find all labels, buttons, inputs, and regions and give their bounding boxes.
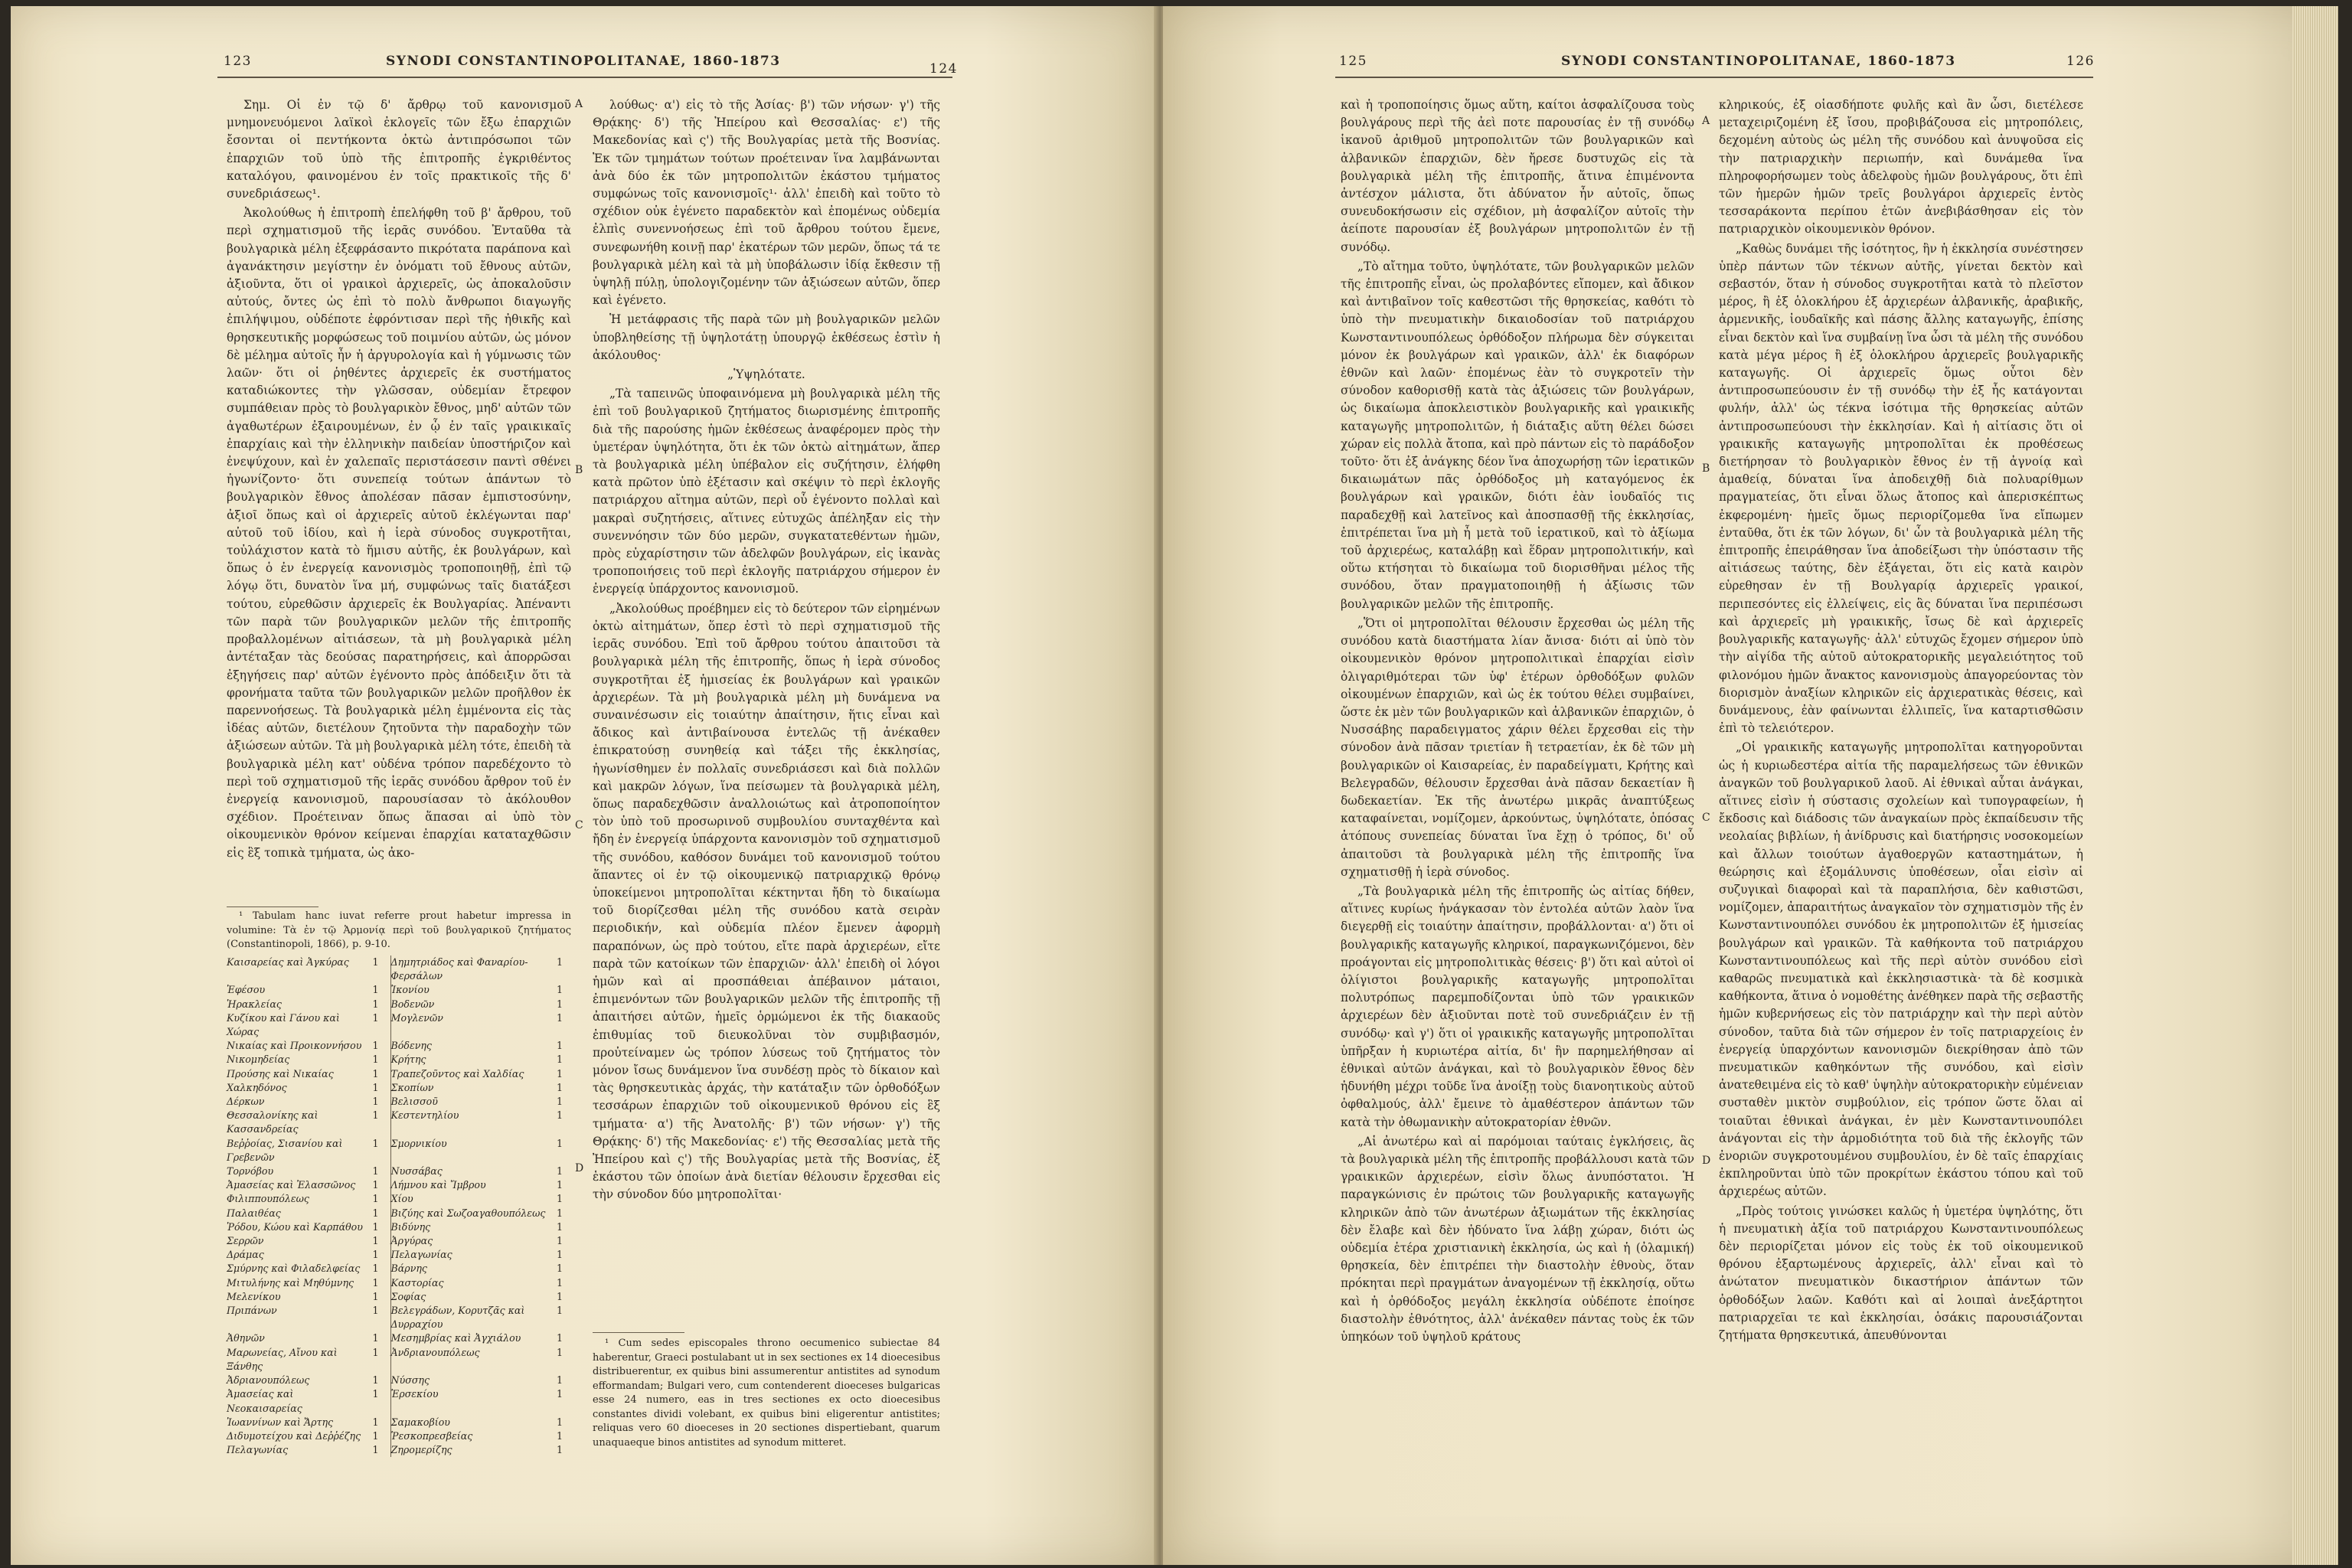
footnote-text: ¹ Tabulam hanc iuvat referre prout habetur impressa in volumine: Τὰ ἐν τῷ Ἀρμονίᾳ περὶ τοῦ βουλγαρικοῦ ζητήματος (Constantinopoli, 1866), p. 9-10. <box>227 910 571 950</box>
table-cell-diocese: Βάρνης <box>390 1263 427 1275</box>
margin-letter: A <box>575 98 583 110</box>
footnote <box>593 1337 940 1450</box>
table-cell-count: 1 <box>372 998 379 1010</box>
table-cell-diocese: Λήμνου καὶ Ἴμβρου <box>390 1179 486 1191</box>
table-cell-count: 1 <box>556 1165 563 1178</box>
page-number: 125 <box>1339 54 1367 69</box>
table-cell-count: 1 <box>372 1109 379 1122</box>
table-cell-count: 1 <box>372 1444 379 1456</box>
table-row <box>227 1234 571 1248</box>
table-cell-diocese: Ἀργύρας <box>390 1235 433 1247</box>
table-cell-count: 1 <box>372 1429 379 1442</box>
table-cell-diocese: Νικομηδείας <box>227 1054 290 1066</box>
table-row <box>227 1165 571 1178</box>
table-cell-count: 1 <box>372 1067 379 1080</box>
table-row <box>227 1346 571 1374</box>
table-row <box>227 956 571 983</box>
paragraph: Ἀκολούθως ἡ ἐπιτροπὴ ἐπελήφθη τοῦ β' ἄρθρου, τοῦ περὶ σχηματισμοῦ τῆς ἱερᾶς συνόδου. Ἐνταῦθα τὰ βουλγαρικὰ μέλη ἐξεφράσαντο πικρότατα παράπονα καὶ ἀγανάκτησιν μεγίστην ἐν ὀνόματι τοῦ ἔθνους αὐτῶν, ἀξιοῦντα, ὅτι οἱ γραικοὶ ἀρχιερεῖς, ὡς ἀποκαλοῦσιν αὐτούς, ὄντες ὡς ἐπὶ τὸ πολὺ ἄνθρωποι διαγωγῆς ἐπιλήψιμου, οὐδέποτε ἐφρόντισαν περὶ τῆς ἠθικῆς καὶ θρησκευτικῆς μορφώσεως τοῦ ποιμνίου αὐτῶν, ὡς μόνον δὲ μέλημα αὐτοῖς ἦν ἡ ἀργυρολογία καὶ ἡ γύμνωσις τῶν λαῶν· ὅτι οἱ ῥηθέντες ἀρχιερεῖς ἐκ συστήματος καταδιώκοντες τὴν γλῶσσαν, οὐδεμίαν ἔτρεφον συμπάθειαν πρὸς τὸ βουλγαρικὸν ἔθνος, μηδ' αὐτῶν τῶν ἀγαθωτέρων ἐξαιρουμένων, ἐν ᾧ ἐν ταῖς γραικικαῖς ἐπαρχίαις καὶ τὴν ἑλληνικὴν παιδείαν ὑποστήριζον καὶ ἐνεψύχουν, καὶ ἐν χαλεπαῖς περιστάσεσιν παντὶ σθένει ἠγωνίζοντο· ὅτι συνεπείᾳ τούτων ἁπάντων τὸ βουλγαρικὸν ἔθνος ἀπολέσαν πᾶσαν ἐμπιστοσύνην, ἀξιοῖ ὅπως καὶ οἱ ἀρχιερεῖς αὐτοῦ ἐκλέγωνται παρ' αὐτοῦ τοῦ ἰδίου, καὶ ἡ ἱερὰ σύνοδος συγκροτῆται, τοὐλάχιστον κατὰ τὸ ἥμισυ αὐτῆς, ἐκ βουλγάρων, καὶ ὅπως ὁ ἐν ἐνεργείᾳ κανονισμὸς τροποποιηθῇ, ἐπὶ τῷ λόγῳ ὅτι, δυνατὸν ἵνα μή, συμφώνως ταῖς διατάξεσι τούτου, εὑρεθῶσιν ἀρχιερεῖς ἐκ Βουλγαρίας. Ἀπέναντι τῶν παρὰ τῶν βουλγαρικῶν μελῶν τῆς ἐπιτροπῆς προβαλλομένων αἰτιάσεων, τὰ μὴ βουλγαρικὰ μέλη ἀντέταξαν τὰς δεούσας παρατηρήσεις, καὶ ἀπορρῶσαι ἐξηγήσεις παρ' αὐτῶν ἐγένοντο πρὸς ἀπόδειξιν ὅτι τὰ φρονήματα ταῦτα τῶν βουλγαρικῶν μελῶν προῆλθον ἐκ παρεννοήσεως. Τὰ βουλγαρικὰ μέλη ἐμμένοντα εἰς τὰς ἰδέας αὐτῶν, διετέλουν ζητοῦντα τὴν παραδοχὴν τῶν ἀξιώσεων αὐτῶν. Τὰ μὴ βουλγαρικὰ μέλη τότε, ἐπειδὴ τὰ βουλγαρικὰ μέλη κατ' οὐδένα τρόπον παρεδέχοντο τὸ περὶ τοῦ σχηματισμοῦ τῆς ἱερᾶς συνόδου ἄρθρον τοῦ ἐν ἐνεργείᾳ κανονισμοῦ, παρουσίασαν τὸ ἀκόλουθον σχέδιον. Προέτειναν ὅπως ἅπασαι αἱ ὑπὸ τὸν οἰκουμενικὸν θρόνον κείμεναι ἐπαρχίαι καταταχθῶσιν εἰς ἓξ τοπικὰ τμήματα, ὡς ἀκο- <box>227 206 571 860</box>
table-cell-diocese: Πελαγωνίας <box>227 1444 289 1456</box>
table-cell-count: 1 <box>556 1276 563 1289</box>
table-cell-diocese: Καισαρείας καὶ Ἀγκύρας <box>227 956 349 968</box>
table-cell-diocese: Τορνόβου <box>227 1165 274 1178</box>
table-cell-diocese: Δημητριάδος καὶ Φαναρίου-Φερσάλων <box>390 956 528 982</box>
table-cell-count: 1 <box>556 1305 563 1317</box>
table-row <box>227 1429 571 1443</box>
table-cell-count: 1 <box>372 1207 379 1219</box>
table-cell-diocese: Ἀμασείας καὶ Νεοκαισαρείας <box>227 1388 302 1414</box>
table-row <box>227 1095 571 1109</box>
table-cell-count: 1 <box>556 984 563 996</box>
table-cell-count: 1 <box>372 1263 379 1275</box>
table-cell-count: 1 <box>372 956 379 968</box>
page-number: 124 <box>929 61 958 77</box>
table-row <box>227 1011 571 1039</box>
paragraph: „Ἀκολούθως προέβημεν εἰς τὸ δεύτερον τῶν εἰρημένων ὀκτὼ αἰτημάτων, ὅπερ ἐστὶ τὸ περὶ σχηματισμοῦ τῆς ἱερᾶς συνόδου. Ἐπὶ τοῦ ἄρθρου τούτου ἀπαιτοῦσι τὰ βουλγαρικὰ μέλη τῆς ἐπιτροπῆς, ὅπως ἡ ἱερὰ σύνοδος συγκροτῆται ἐξ ἡμισείας ἐκ βουλγάρων καὶ γραικῶν ἀρχιερέων. Τὰ μὴ βουλγαρικὰ μέλη μὴ δυνάμενα να συναινέσωσιν εἰς τοιαύτην ἀπαίτησιν, ἥτις εἶναι καὶ ἄδικος καὶ ἀντιβαίνουσα ἐντελῶς τῇ ἀνέκαθεν ἐπικρατούσῃ συνηθείᾳ καὶ τάξει τῆς ἐκκλησίας, ἠγωνίσθημεν ἐν πολλαῖς συνεδριάσεσι καὶ διὰ πολλῶν καὶ μακρῶν λόγων, ἵνα πείσωμεν τὰ βουλγαρικὰ μέλη, ὅπως παραδεχθῶσιν ἀναλλοιώτως καὶ ἀτροποποίητον τὸν ὑπὸ τοῦ προσωρινοῦ συμβουλίου συνταχθέντα καὶ ἤδη ἐν ἐνεργείᾳ ὑπάρχοντα κανονισμὸν τοῦ σχηματισμοῦ τῆς συνόδου, καθόσον δυνάμει τοῦ κανονισμοῦ τούτου ἅπαντες οἱ ἐν τῷ οἰκουμενικῷ πατριαρχικῷ θρόνῳ ὑποκείμενοι μητροπολῖται κέκτηνται ἤδη τὸ δικαίωμα τοῦ διορίζεσθαι μέλη τῆς συνόδου κατὰ σειρὰν περιοδικήν, καὶ οὐδεμία πλέον ἔμενεν ἀφορμὴ παραπόνων, ὡς πρὸ τούτου, εἴτε παρὰ ἀρχιερέων, εἴτε παρὰ τῶν κατοίκων τῶν ἐπαρχιῶν· ἀλλ' ἐπειδὴ οἱ λόγοι ἡμῶν καὶ αἱ προσπάθειαι ἀπέβαινον μάταιοι, ἐπιμενόντων τῶν βουλγαρικῶν μελῶν τῆς ἐπιτροπῆς τῇ ἀπαιτήσει αὐτῶν, ἡμεῖς ὁρμώμενοι ἐκ τῆς διακαοῦς ἐπιθυμίας τοῦ διευκολῦναι τὸν συμβιβασμόν, προὐτείναμεν ὡς τρόπον λύσεως τοῦ ζητήματος τὸν μόνον ἴσως δυνάμενον ἵνα συνδέσῃ πρὸς τὸ δίκαιον καὶ τὰς θρησκευτικὰς ἀρχάς, τὴν κατάταξιν τῶν ὀρθοδόξων τεσσάρων ἐπαρχιῶν τοῦ οἰκουμενικοῦ θρόνου εἰς ἓξ τμήματα· α') τῆς Ἀνατολῆς· β') τῶν νήσων· γ') τῆς Θρᾴκης· δ') τῆς Μακεδονίας· ε') τῆς Θεσσαλίας μετὰ τῆς Ἠπείρου καὶ ς') τῆς Βουλγαρίας μετὰ τῆς Βοσνίας, ἐξ ἑκάστου τῶν ὁποίων ἀνὰ διετίαν θέλουσιν ἔρχεσθαι εἰς τὴν σύνοδον δύο μητροπολῖται· <box>593 601 940 1202</box>
table-cell-count: 1 <box>372 1290 379 1302</box>
table-cell-count: 1 <box>372 1305 379 1317</box>
paragraph: „Καθὼς δυνάμει τῆς ἰσότητος, ἣν ἡ ἐκκλησία συνέστησεν ὑπὲρ πάντων τῶν τέκνων αὐτῆς, γίνεται δεκτὸν καὶ σεβαστόν, ὅταν ἡ σύνοδος συγκροτῆται κατὰ τὸ πλεῖστον μέρος, ἢ ἐξ ὁλοκλήρου ἐξ ἀρχιερέων ἀλβανικῆς, ἀραβικῆς, ἀρμενικῆς, ἰουδαϊκῆς καὶ πάσης ἄλλης καταγωγῆς, ἐπίσης εἶναι δεκτὸν καὶ ἵνα συμβαίνῃ ἵνα ὦσι τὰ μέλη τῆς συνόδου κατὰ μέγα μέρος ἢ ἐξ ὁλοκλήρου ἀρχιερεῖς βουλγαρικῆς καταγωγῆς. Οἱ ἀρχιερεῖς ὅμως οὗτοι δὲν ἀντιπροσωπεύουσιν ἐν τῇ συνόδῳ τὴν ἐξ ἧς κατάγονται φυλήν, ἀλλ' ὡς τέκνα ἰσότιμα τῆς θρησκείας αὐτῶν ἀντιπροσωπεύουσι τὴν ἐκκλησίαν. Καὶ ἡ αἰτίασις ὅτι οἱ γραικικῆς καταγωγῆς μητροπολῖται ἐκ προθέσεως διετήρησαν τὸ βουλγαρικὸν ἔθνος ἐν τῇ ἀγνοίᾳ καὶ ἀμαθείᾳ, δύναται ἵνα ἀποδειχθῇ διὰ πολυαρίθμων πραγματείας, ὅτι εἶναι ὅλως ἄτοπος καὶ ἀπερισκέπτως ἐκφερομένη· ἡμεῖς ὅμως περιορίζομεθα ἵνα εἴπωμεν ἐνταῦθα, ὅτι ἐκ τῶν λόγων, δι' ὧν τὰ βουλγαρικὰ μέλη τῆς ἐπιτροπῆς ἐπειράθησαν ἵνα ἀποδείξωσι τὴν ὑπόστασιν τῆς αἰτιάσεως ταύτης, δὲν ἐξάγεται, ὅτι εἰς κατὰ καιρὸν εὑρεθησαν ἐν τῇ Βουλγαρίᾳ ἀρχιερεῖς γραικοί, περιπεσόντες εἰς ἐλλείψεις, εἰς ἃς δύναται ἵνα περιπέσωσι καὶ ἀρχιερεῖς μὴ γραικικῆς, ἴσως δὲ καὶ ἀρχιερεῖς βουλγαρικῆς καταγωγῆς· ἀλλ' εὐτυχῶς ἔχομεν σήμερον ὑπὸ τὴν αἰγίδα τῆς αὐτοῦ αὐτοκρατορικῆς μεγαλειότητος τοῦ φιλονόμου ἡμῶν ἄνακτος κανονισμοὺς ἀπαγορεύοντας τὸν διορισμὸν ἀναξίων κληρικῶν εἰς ἀρχιερατικὰς θέσεις, καὶ δυνάμενους, ἐὰν φαίνωνται ἐλλιπεῖς, ἵνα καταρτισθῶσιν ἐπὶ τὸ τελειότερον. <box>1719 241 2083 736</box>
table-row <box>227 1137 571 1165</box>
paragraph: „Αἱ ἀνωτέρω καὶ αἱ παρόμοιαι ταύταις ἐγκλήσεις, ἃς τὰ βουλγαρικὰ μέλη τῆς ἐπιτροπῆς προβάλλουσι κατὰ τῶν γραικικῶν ἀρχιερέων, εἰσὶν ὅλως ἀνυπόστατοι. Ἡ παραγκώνισις ἐν πρώτοις τῶν βουλγαρικῆς καταγωγῆς κληρικῶν ἀπὸ τῶν ἀνωτέρων ἀξιωμάτων τῆς ἐκκλησίας δὲν ἔλαβε καὶ δὲν ἠδύνατο ἵνα λάβῃ χώραν, διότι ὡς οὐδεμία ἑτέρα χριστιανικὴ ἐκκλησία, ὡς καὶ ἡ (ὀλαμική) θρησκεία, δὲν ἐπιτρέπει τὴν διαστολὴν ἐθνοὺς, ὅταν πρόκηται περὶ πραγμάτων ἀναγομένων τῇ ἐκκλησίᾳ, οὕτω καὶ ἡ ὀρθόδοξος μεγάλη ἐκκλησία οὐδέποτε ἐποίησε διαστολὴν ἐθνότητος, ἀλλ' ἀνέκαθεν πάντας τοὺς ἐκ τῶν ὑπηκόων τοῦ ὑψηλοῦ κράτους <box>1341 1134 1694 1344</box>
table-cell-diocese: Ῥόδου, Κώου καὶ Καρπάθου <box>227 1220 363 1233</box>
table-row <box>227 998 571 1011</box>
table-row <box>227 1443 571 1457</box>
table-cell-diocese: Ἀθηνῶν <box>227 1332 265 1344</box>
table-cell-diocese: Ἐρσεκίου <box>390 1388 439 1400</box>
table-cell-count: 1 <box>372 1416 379 1428</box>
header-rule <box>217 77 952 78</box>
table-cell-diocese: Μιτυλήνης καὶ Μηθύμνης <box>227 1276 354 1289</box>
header-rule <box>1335 77 2093 78</box>
margin-letter: D <box>575 1162 584 1174</box>
table-cell-count: 1 <box>372 1193 379 1205</box>
table-cell-count: 1 <box>372 1388 379 1400</box>
table-cell-diocese: Ἐφέσου <box>227 984 266 996</box>
table-row <box>227 1374 571 1387</box>
table-row <box>227 1053 571 1067</box>
footnote-text: ¹ Cum sedes episcopales throno oecumenico subiectae 84 haberentur, Graeci postulabant ut in sex sectiones ex 14 dioecesibus distribuerentur, ex quibus bini assumerentur antistites ad synodum efformandam; Bulgari vero, cum contenderent dioeceses bulgaricas esse 24 numero, eas in tres sectiones ex octo dioecesibus constantes dividi volebant, ex quibus bini eligerentur antistites; reliquas vero 60 dioeceses in 20 sectiones dispertiebant, quarum unaquaeque binos antistites ad synodum mitteret. <box>593 1338 940 1449</box>
table-row <box>227 1109 571 1136</box>
table-row <box>227 1207 571 1220</box>
table-cell-count: 1 <box>372 1165 379 1178</box>
dioceses-table <box>227 956 571 1457</box>
text-column-left <box>1341 96 1694 1348</box>
margin-letter: A <box>1702 115 1710 127</box>
table-cell-count: 1 <box>372 1249 379 1261</box>
table-cell-diocese: Βελισσοῦ <box>390 1096 438 1108</box>
paragraph: „Πρὸς τούτοις γινώσκει καλῶς ἡ ὑμετέρα ὑψηλότης, ὅτι ἡ πνευματικὴ ἀξία τοῦ πατριάρχου Κωνσταντινουπόλεως δὲν περιορίζεται μόνον εἰς τοὺς ἐκ τοῦ οἰκουμενικοῦ θρόνου ἐξαρτωμένους ἀρχιερεῖς, ἀλλ' εἶναι καὶ τὸ ἀνώτατον πνευματικὸν δικαστήριον ἁπάντων τῶν ὀρθοδόξων λαῶν. Καθότι καὶ αἱ λοιπαὶ ἀνεξάρτητοι πατριαρχεῖαι τε καὶ ἐκκλησίαι, ὁσάκις παρουσιάζονται ζητήματα θρησκευτικά, ἀπευθύνονται <box>1719 1204 2083 1343</box>
margin-letter: C <box>1702 812 1710 824</box>
table-cell-diocese: Σμύρνης καὶ Φιλαδελφείας <box>227 1263 361 1275</box>
table-cell-diocese: Ἰωαννίνων καὶ Ἄρτης <box>227 1416 334 1428</box>
table-cell-count: 1 <box>556 1137 563 1149</box>
margin-letter: B <box>575 464 583 476</box>
paragraph: „Τὸ αἴτημα τοῦτο, ὑψηλότατε, τῶν βουλγαρικῶν μελῶν τῆς ἐπιτροπῆς εἶναι, ὡς προλαβόντες εἴπομεν, καὶ ἄδικον καὶ ἀντιβαῖνον τοῖς καθεστῶσι τῆς θρησκείας, καθότι τὸ ὑπὸ τὴν πνευματικὴν δικαιοδοσίαν τοῦ πατριάρχου Κωνσταντινουπόλεως ὀρθόδοξον πλήρωμα δὲν σύγκειται μόνον ἐκ βουλγάρων καὶ γραικῶν, ἀλλ' ἐκ διαφόρων ἐθνῶν καὶ λαῶν· ἐπομένως ἐὰν τὸ συγκροτεῖν τὴν σύνοδον καθορισθῇ κατὰ τὰς ἀξιώσεις τῶν βουλγάρων, ὡς δικαίωμα ἀποκλειστικὸν βουλγαρικῆς καὶ γραικικῆς καταγωγῆς μητροπολιτῶν, ἡ διάταξις αὕτη θέλει δώσει χώραν εἰς πολλὰ ἄτοπα, καὶ πρὸ πάντων εἰς τὸ παράδοξον τοῦτο· ὅτι ἐξ ἀνάγκης δέον ἵνα ἀποχωρήσῃ τῶν ἱερατικῶν δικαιωμάτων πᾶς ὀρθόδοξος μὴ καταγόμενος ἐκ βουλγάρων καὶ γραικῶν, διότι ἐὰν ἰουδαῖός τις παραδεχθῇ καὶ λατεῖνος καὶ ἀποσπασθῇ τῆς ἐκκλησίας, ἐπιτρέπεται ἵνα μὴ ἦ μετὰ τοῦ ἱερατικοῦ, καὶ τὸ ἀξίωμα τοῦ ἀρχιερέως, καταλάβῃ καὶ ἕδραν μητροπολιτικήν, καὶ οὕτω κτήσηται τὸ δικαίωμα τοῦ διορισθῆναι μέλος τῆς συνόδου, ὅταν πραγματοποιηθῇ ἡ ἀξίωσις τῶν βουλγαρικῶν μελῶν τῆς ἐπιτροπῆς. <box>1341 259 1694 611</box>
table-cell-diocese: Τραπεζοῦντος καὶ Χαλδίας <box>390 1067 524 1080</box>
table-cell-count: 1 <box>372 1374 379 1387</box>
table-cell-diocese: Νικαίας καὶ Προικοννήσου <box>227 1040 362 1052</box>
table-cell-count: 1 <box>372 984 379 996</box>
table-cell-count: 1 <box>372 1054 379 1066</box>
table-row <box>227 1276 571 1290</box>
table-cell-diocese: Σαμακοβίου <box>390 1416 450 1428</box>
table-cell-diocese: Ζηρομερίζης <box>390 1444 452 1456</box>
table-cell-diocese: Ἀμασείας καὶ Ἐλασσῶνος <box>227 1179 356 1191</box>
table-cell-count: 1 <box>556 1346 563 1358</box>
table-cell-count: 1 <box>372 1346 379 1358</box>
table-cell-count: 1 <box>556 1249 563 1261</box>
table-cell-count: 1 <box>372 1276 379 1289</box>
table-cell-count: 1 <box>372 1096 379 1108</box>
table-cell-diocese: Ῥεσκοπρεσβείας <box>390 1429 473 1442</box>
table-cell-diocese: Βόδενης <box>390 1040 432 1052</box>
table-cell-count: 1 <box>372 1011 379 1024</box>
table-cell-diocese: Ἀδριανουπόλεως <box>227 1374 310 1387</box>
page-number: 126 <box>2066 54 2095 69</box>
table-cell-count: 1 <box>556 956 563 968</box>
left-page <box>11 6 1157 1565</box>
table-row <box>227 1039 571 1053</box>
table-cell-count: 1 <box>372 1235 379 1247</box>
table-cell-diocese: Μελενίκου <box>227 1290 281 1302</box>
margin-letter: C <box>575 819 583 831</box>
table-row <box>227 1262 571 1276</box>
paragraph: Ἡ μετάφρασις τῆς παρὰ τῶν μὴ βουλγαρικῶν μελῶν ὑποβληθείσης τῇ ὑψηλοτάτῃ ὑπουργῷ ἐκθέσεως ἐστὶν ἡ ἀκόλουθος· <box>593 312 940 362</box>
book-spread <box>11 6 2338 1565</box>
table-cell-diocese: Σκοπίων <box>390 1081 434 1093</box>
table-cell-diocese: Βελεγράδων, Κορυτζᾶς καὶ Δυρραχίου <box>390 1305 525 1331</box>
table-cell-diocese: Βεῤῥοίας, Σισανίου καὶ Γρεβενῶν <box>227 1137 343 1163</box>
footnote <box>227 910 571 952</box>
table-cell-diocese: Φιλιππουπόλεως <box>227 1193 309 1205</box>
table-row <box>227 1248 571 1262</box>
table-cell-count: 1 <box>372 1332 379 1344</box>
paragraph: Σημ. Οἱ ἐν τῷ δ' ἄρθρῳ τοῦ κανονισμοῦ μνημονευόμενοι λαϊκοὶ ἐκλογεῖς τῶν ἔξω ἐπαρχιῶν ἔσονται οἱ πεντήκοντα ὀκτὼ ἀντιπρόσωποι τῶν ἐπαρχιῶν τοῦ ὑπὸ τῆς ἐπιτροπῆς ἐγκριθέντος καταλόγου, φαινομένου ἐν τοῖς πρακτικοῖς τῆς δ' συνεδριάσεως¹. <box>227 98 571 201</box>
table-cell-diocese: Μεσημβρίας καὶ Ἀγχιάλου <box>390 1332 521 1344</box>
paragraph: „Ὅτι οἱ μητροπολῖται θέλουσιν ἔρχεσθαι ὡς μέλη τῆς συνόδου κατὰ διαστήματα λίαν ἄνισα· διότι αἱ ὑπὸ τὸν οἰκουμενικὸν θρόνον μητροπολιτικαὶ ἐπαρχίαι εἰσὶν ὀλιγαριθμότεραι τῶν ὑφ' ἑτέρων ὀρθοδόξων φυλῶν οἰκουμένων ἐπαρχιῶν, καὶ ὡς ἐκ τούτου θέλει συμβαίνει, ὥστε ἐκ μὲν τῶν βουλγαρικῶν καὶ ἀλβανικῶν ἐπαρχιῶν, ὁ Νυσσάβης παραδειγματος χάριν θέλει ἔρχεσθαι εἰς τὴν σύνοδον ἀνὰ πᾶσαν τριετίαν ἢ τετραετίαν, ἐκ δὲ τῶν μὴ βουλγαρικῶν οἱ Καισαρείας, ἐν παραδείγματι, Κρήτης καὶ Βελεγραδῶν, θέλουσιν ἔρχεσθαι ἀνὰ πᾶσαν δεκαετίαν ἢ δωδεκαετίαν. Ἐκ τῆς ἀνωτέρω μικρᾶς ἀναπτύξεως καταφαίνεται, νομίζομεν, ἀρκούντως, ὑψηλότατε, ὁπόσας ἀτόπους συνεπείας δύναται ἵνα ἔχῃ ὁ τρόπος, δι' οὗ ἀπαιτοῦσι τὰ βουλγαρικὰ μέλη τῆς ἐπιτροπῆς ἵνα σχηματισθῇ ἡ ἱερὰ σύνοδος. <box>1341 616 1694 879</box>
table-row <box>227 1220 571 1234</box>
table-cell-diocese: Κρήτης <box>390 1054 426 1066</box>
table-cell-diocese: Σοφίας <box>390 1290 426 1302</box>
table-cell-diocese: Προύσης καὶ Νικαίας <box>227 1067 334 1080</box>
table-cell-diocese: Κεστεντηλίου <box>390 1109 459 1122</box>
table-cell-diocese: Καστορίας <box>390 1276 444 1289</box>
table-cell-count: 1 <box>556 1054 563 1066</box>
table-row <box>227 1081 571 1095</box>
page-edges <box>2292 6 2338 1565</box>
table-cell-count: 1 <box>556 1207 563 1219</box>
table-cell-diocese: Κυζίκου καὶ Γάνου καὶ Χώρας <box>227 1011 340 1038</box>
table-cell-diocese: Βοδενῶν <box>390 998 435 1010</box>
table-cell-diocese: Ἀνδριανουπόλεως <box>390 1346 480 1358</box>
table-cell-count: 1 <box>556 998 563 1010</box>
table-row <box>227 1178 571 1192</box>
text-column-right <box>593 96 940 1206</box>
table-cell-count: 1 <box>556 1011 563 1024</box>
table-cell-count: 1 <box>556 1040 563 1052</box>
table-cell-count: 1 <box>372 1137 379 1149</box>
table-cell-diocese: Χίου <box>390 1193 413 1205</box>
paragraph: λούθως· α') εἰς τὸ τῆς Ἀσίας· β') τῶν νήσων· γ') τῆς Θρᾴκης· δ') τῆς Ἠπείρου καὶ Θεσσαλίας· ε') τῆς Μακεδονίας καὶ ς') τῆς Βουλγαρίας μετὰ τῆς Βοσνίας. Ἐκ τῶν τμημάτων τούτων προέτειναν ἵνα λαμβάνωνται ἀνὰ δύο ἐκ τῶν μητροπολιτῶν ἑκάστου τμήματος συμφώνως τοῖς κανονισμοῖς¹· ἀλλ' ἐπειδὴ καὶ τοῦτο τὸ σχέδιον οὐκ ἐγένετο παραδεκτὸν καὶ ἐπομένως οὐδεμία ἐλπὶς συνεννοήσεως ἐπὶ τοῦ ἄρθρου τούτου ἔμενε, συνεφωνήθη κοινῇ παρ' ἑκατέρων τῶν μερῶν, ὅπως τά τε βουλγαρικὰ μέλη καὶ τὰ μὴ ὑποβάλωσιν ἰδίᾳ ἔκθεσιν τῇ ὑψηλῇ πύλῃ, ὑπολογιζομένην τῶν ἀξιώσεων αὐτῶν, ὅπερ καὶ ἐγένετο. <box>593 98 940 308</box>
table-cell-count: 1 <box>556 1235 563 1247</box>
table-cell-count: 1 <box>372 1040 379 1052</box>
paragraph: „Τὰ βουλγαρικὰ μέλη τῆς ἐπιτροπῆς ὡς αἰτίας δήθεν, αἵτινες κυρίως ἠνάγκασαν τὸν ἐντολέα αὐτῶν λαὸν ἵνα διεγερθῇ εἰς τοιαύτην ἀπαίτησιν, προβάλλονται· α') ὅτι οἱ βουλγαρικῆς καταγωγῆς κληρικοί, παραγκωνιζόμενοι, δὲν προάγονται εἰς μητροπολιτικὰς θέσεις· β') ὅτι καὶ αὐτοὶ οἱ ὀλίγιστοι βουλγαρικῆς καταγωγῆς μητροπολῖται πολυτρόπως παρεμποδίζονται ὑπὸ τῶν γραικικῶν ἀρχιερέων δὲν ἀξιοῦνται ποτὲ τοῦ συνεδριάζειν ἐν τῇ συνόδῳ· καὶ γ') ὅτι οἱ γραικικῆς καταγωγῆς μητροπολῖται ὑπῆρξαν ἡ κυριωτέρα αἰτία, δι' ἣν παρημελήθησαν αἱ ἐθνικαὶ αὐτῶν ἀνάγκαι, καὶ τὸ βουλγαρικὸν ἔθνος δὲν ἠδυνήθη μέχρι τοῦδε ἵνα ἀνοίξῃ τοὺς διανοητικοὺς αὐτοῦ ὀφθαλμούς, ἀλλ' ἔμεινε τὸ ἀμαθέστερον ἁπάντων τῶν κατὰ τὴν ὀθωμανικὴν αὐτοκρατορίαν ἐθνῶν. <box>1341 884 1694 1129</box>
table-cell-diocese: Μογλενῶν <box>390 1011 443 1024</box>
paragraph: „Τὰ ταπεινῶς ὑποφαινόμενα μὴ βουλγαρικὰ μέλη τῆς ἐπὶ τοῦ βουλγαρικοῦ ζητήματος διωρισμένης ἐπιτροπῆς διὰ τῆς παρούσης ἡμῶν ἐκθέσεως ἀναφέρομεν πρὸς τὴν ὑμετέραν ὑψηλότητα, ὅτι ἐκ τῶν ὀκτὼ αἰτημάτων, ἅπερ τὰ βουλγαρικὰ μέλη ὑπέβαλον εἰς συζήτησιν, ἐλήφθη κατὰ πρῶτον ὑπὸ ἐξέτασιν καὶ σκέψιν τὸ περὶ ἐκλογῆς πατριάρχου αἴτημα αὐτῶν, περὶ οὗ ἐγένοντο πολλαὶ καὶ μακραὶ συζητήσεις, αἵτινες εὐτυχῶς ἀπέληξαν εἰς τὴν συνεννόησιν τῶν δύο μερῶν, συγκατατεθέντων ἡμῶν, πρὸς εὐχαρίστησιν τῶν ἀδελφῶν βουλγάρων, εἰς ἱκανὰς τροποποιήσεις τοῦ περὶ ἐκλογῆς πατριάρχου σήμερον ἐν ἐνεργείᾳ ὑπάρχοντος κανονισμοῦ. <box>593 387 940 596</box>
table-cell-count: 1 <box>556 1388 563 1400</box>
table-row <box>227 1331 571 1345</box>
table-cell-diocese: Χαλκηδόνος <box>227 1081 287 1093</box>
table-row <box>227 1416 571 1429</box>
paragraph: „Ὑψηλότατε. <box>727 368 805 382</box>
text-column-left <box>227 96 571 864</box>
table-cell-diocese: Βιζύης καὶ Σωζοαγαθουπόλεως <box>390 1207 546 1219</box>
table-cell-diocese: Ἰκονίου <box>390 984 430 996</box>
footnote-rule <box>227 906 318 907</box>
margin-letter: B <box>1702 462 1710 475</box>
table-cell-diocese: Νυσσάβας <box>390 1165 443 1178</box>
table-cell-count: 1 <box>556 1444 563 1456</box>
text-column-right <box>1719 96 2083 1346</box>
table-cell-count: 1 <box>556 1081 563 1093</box>
table-cell-diocese: Ἡρακλείας <box>227 998 282 1010</box>
table-cell-count: 1 <box>556 1374 563 1387</box>
paragraph: „Οἱ γραικικῆς καταγωγῆς μητροπολῖται κατηγοροῦνται ὡς ἡ κυριωδεστέρα αἰτία τῆς παραμελήσεως τῶν ἐθνικῶν ἀναγκῶν τοῦ βουλγαρικοῦ λαοῦ. Αἱ ἐθνικαὶ αὗται ἀνάγκαι, αἵτινες εἰσὶν ἡ σύστασις σχολείων καὶ τυπογραφείων, ἡ ἔκδοσις καὶ διάδοσις τῶν ἀναγκαίων πρὸς ἐκπαίδευσιν τῆς νεολαίας βιβλίων, ἡ ἀνίδρυσις καὶ διατήρησις νοσοκομείων καὶ ἄλλων τοιούτων ἀγαθοεργῶν καταστημάτων, ἡ θεώρησις καὶ ἐξομάλυνσις ὑποθέσεων, οἷαι εἰσὶν αἱ συζυγικαὶ διαφοραὶ καὶ τὰ παραπλήσια, δὲν καθιστῶσι, νομίζομεν, ἀπαραιτήτως ἀναγκαῖον τὸν σχηματισμὸν τῆς ἐν Κωνσταντινουπόλει συνόδου ἐκ μητροπολιτῶν ἐξ ἡμισείας βουλγάρων καὶ γραικῶν. Τὰ καθήκοντα τοῦ πατριάρχου Κωνσταντινουπόλεως καὶ τῆς περὶ αὐτὸν συνόδου εἰσὶ καθαρῶς πνευματικὰ καὶ ἐκκλησιαστικὰ· τὰ δὲ κοσμικὰ καθήκοντα, ἅτινα ὁ νομοθέτης ἀνέθηκεν παρὰ τῆς σεβαστῆς ἡμῶν κυβερνήσεως εἰς τὸν πατριάρχην καὶ τὴν περὶ αὐτὸν σύνοδον, ταῦτα διὰ τῶν σήμερον ἐν τοῖς πατριαρχείοις ἐν ἐνεργείᾳ ὑπαρχόντων κανονισμῶν διεκρίθησαν ἀπὸ τῶν πνευματικῶν καθηκόντων τῆς συνόδου, καὶ εἰσὶν ἀνατεθειμένα εἰς τὸ καθ' ὑψηλὴν αὐτοκρατορικὴν εὐμένειαν συσταθὲν μικτὸν συμβούλιον, εἰς τρόπον ὥστε ὅλαι αἱ τοιαῦται ἐθνικαὶ ἀνάγκαι, ἐν μὲν Κωνσταντινουπόλει ἀνάγονται εἰς τὴν ἁρμοδιότητα τοῦ διὰ τῆς ἐκλογῆς τῶν ἐνοριῶν συγκροτουμένου συμβουλίου, ἐν δὲ ταῖς ἐπαρχίαις ἐκπληροῦνται ὑπὸ τῶν προκρίτων ἑκάστου τόπου καὶ τοῦ ἀρχιερέως αὐτῶν. <box>1719 740 2083 1199</box>
table-cell-diocese: Σερρῶν <box>227 1235 264 1247</box>
table-cell-diocese: Σμορνικίου <box>390 1137 447 1149</box>
table-cell-count: 1 <box>556 1332 563 1344</box>
table-cell-diocese: Μαρωνείας, Αἴνου καὶ Ξάνθης <box>227 1346 338 1372</box>
table-cell-count: 1 <box>556 1416 563 1428</box>
table-cell-diocese: Πριπάνων <box>227 1305 277 1317</box>
running-title: SYNODI CONSTANTINOPOLITANAE, 1860-1873 <box>1561 54 1956 69</box>
table-cell-count: 1 <box>556 1067 563 1080</box>
table-cell-count: 1 <box>556 1096 563 1108</box>
table-cell-count: 1 <box>556 1429 563 1442</box>
footnote-rule <box>593 1332 684 1333</box>
table-cell-diocese: Παλαιθέας <box>227 1207 281 1219</box>
table-cell-diocese: Δέρκων <box>227 1096 265 1108</box>
table-cell-count: 1 <box>556 1179 563 1191</box>
table-cell-count: 1 <box>556 1263 563 1275</box>
table-row <box>227 1067 571 1081</box>
table-cell-diocese: Διδυμοτείχου καὶ Δεῤῥέζης <box>227 1429 361 1442</box>
table-cell-count: 1 <box>556 1220 563 1233</box>
page-number: 123 <box>224 54 252 69</box>
table-row <box>227 983 571 997</box>
table-cell-diocese: Πελαγωνίας <box>390 1249 452 1261</box>
table-cell-diocese: Βιδύνης <box>390 1220 431 1233</box>
table-cell-diocese: Δράμας <box>227 1249 264 1261</box>
table-cell-count: 1 <box>556 1193 563 1205</box>
paragraph: κληρικούς, ἐξ οἱασδήποτε φυλῆς καὶ ἂν ὦσι, διετέλεσε μεταχειριζομένη ἐξ ἴσου, προβιβάζουσα εἰς μητροπόλεις, δεχομένη αὐτοὺς ὡς μέλη τῆς συνόδου καὶ ἀνυψοῦσα εἰς τὴν πατριαρχικὴν περιωπήν, καὶ δυνάμεθα ἵνα πληροφορήσωμεν τοὺς ἀδελφοὺς ἡμῶν βουλγάρους, ὅτι ἐπὶ τῶν ἡμερῶν ἡμῶν τρεῖς βουλγάροι ἀρχιερεῖς ἐντὸς τεσσαράκοντα περίπου ἐτῶν ἀνεβιβάσθησαν εἰς τὸν πατριαρχικὸν οἰκουμενικὸν θρόνον. <box>1719 98 2083 237</box>
table-cell-count: 1 <box>556 1109 563 1122</box>
table-row <box>227 1192 571 1206</box>
margin-letter: D <box>1702 1155 1711 1167</box>
table-cell-count: 1 <box>372 1220 379 1233</box>
table-row <box>227 1290 571 1304</box>
table-cell-count: 1 <box>372 1081 379 1093</box>
table-cell-count: 1 <box>372 1179 379 1191</box>
table-cell-diocese: Νύσσης <box>390 1374 430 1387</box>
right-page <box>1163 6 2338 1565</box>
table-cell-diocese: Θεσσαλονίκης καὶ Κασσανδρείας <box>227 1109 318 1135</box>
table-row <box>227 1387 571 1415</box>
table-cell-count: 1 <box>556 1290 563 1302</box>
paragraph: καὶ ἡ τροποποίησις ὅμως αὕτη, καίτοι ἀσφαλίζουσα τοὺς βουλγάρους περὶ τῆς ἀεὶ ποτε παρουσίας ἐν τῇ συνόδῳ ἱκανοῦ ἀριθμοῦ μητροπολιτῶν τῶν βουλγαρικῶν καὶ ἀλβανικῶν ἐπαρχιῶν, δὲν ἤρεσε δυστυχῶς εἰς τὰ βουλγαρικὰ μέλη τῆς ἐπιτροπῆς, ἅτινα ἐπιμένοντα ἀντέσχον μάλιστα, ὅτι ἀδύνατον ἦν αὐτοῖς, ὅπως συνευδοκήσωσιν εἰς σχέδιον, μὴ ἀσφαλίζον αὐτοῖς τὴν ἀείποτε παρουσίαν ἐξ βουλγάρων μητροπολιτῶν ἐν τῇ συνόδῳ. <box>1341 98 1694 254</box>
table-row <box>227 1304 571 1331</box>
running-title: SYNODI CONSTANTINOPOLITANAE, 1860-1873 <box>386 54 781 69</box>
